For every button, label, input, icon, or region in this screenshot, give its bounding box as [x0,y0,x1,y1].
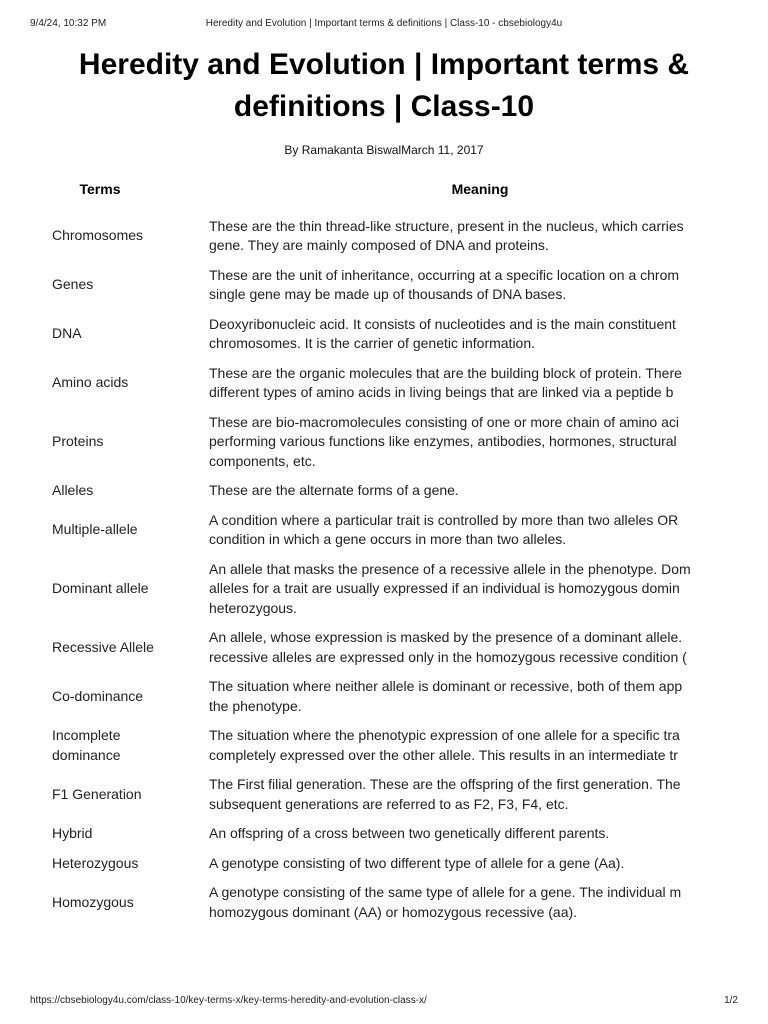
print-doc-title: Heredity and Evolution | Important terms & definitions | Class-10 - cbsebiology4u [205,18,563,29]
meaning-cell [170,878,727,927]
term-cell: Recessive Allele [52,638,154,655]
meaning-line: A genotype consisting of the same type of allele for a gene. The individual m [209,884,682,900]
meaning-cell [170,310,727,359]
meaning-line: Deoxyribonucleic acid. It consists of nucleotides and is the main constituent [209,315,676,332]
table-row [30,506,727,555]
term-cell: Co-dominance [52,687,144,704]
print-url: https://cbsebiology4u.com/class-10/key-terms-x/key-terms-heredity-and-evolution-class-x/ [30,995,427,1006]
table-row [30,721,727,770]
meaning-line: condition in which a gene occurs in more than two alleles. [209,531,567,547]
term-cell: Multiple-allele [52,521,138,538]
header-terms: Terms [79,181,121,197]
table-row [30,359,727,408]
term-cell: Dominant allele [52,580,149,596]
term-cell: Heterozygous [52,854,139,871]
meaning-line: These are the unit of inheritance, occurring at a specific location on a chrom [209,266,680,283]
print-header [0,18,768,32]
meaning-line: An allele that masks the presence of a recessive allele in the phenotype. Dom [209,560,691,577]
meaning-line: chromosomes. It is the carrier of genetic information. [209,335,536,351]
meaning-line: An allele, whose expression is masked by the presence of a dominant allele. [209,629,683,645]
meaning-line: A genotype consisting of two different type of allele for a gene (Aa). [209,854,625,871]
meaning-line: These are the organic molecules that are the building block of protein. There [209,364,682,381]
table-row [30,672,727,721]
table-row [30,310,727,359]
term-cell: F1 Generation [52,785,142,802]
term-cell: Amino acids [52,374,129,391]
meaning-cell [170,849,727,879]
meaning-cell [170,721,727,770]
term-cell: Chromosomes [52,227,144,244]
meaning-cell [170,359,727,408]
header-meaning: Meaning [451,181,509,197]
table-row [30,770,727,819]
meaning-cell [170,672,727,721]
term-cell: Homozygous [52,893,134,910]
terms-table-container [30,172,727,984]
term-cell: Hybrid [52,825,93,841]
byline: By Ramakanta BiswalMarch 11, 2017 [284,143,484,157]
meaning-line: completely expressed over the other allele. This results in an intermediate tr [209,746,678,763]
page-title: Heredity and Evolution | Important terms & definitions | Class-10 [78,48,690,123]
meaning-line: These are bio-macromolecules consisting of one or more chain of amino aci [209,413,680,430]
print-datetime: 9/4/24, 10:32 PM [30,18,107,29]
term-cell: Genes [52,276,94,293]
meaning-line: heterozygous. [209,599,297,616]
meaning-line: gene. They are mainly composed of DNA and proteins. [209,237,549,253]
meaning-line: The situation where the phenotypic expression of one allele for a specific tra [209,727,680,743]
meaning-line: the phenotype. [209,697,302,714]
meaning-cell [170,476,727,506]
meaning-line: subsequent generations are referred to as F2, F3, F4, etc. [209,795,569,812]
meaning-cell [170,770,727,819]
meaning-line: These are the alternate forms of a gene. [209,482,459,498]
meaning-line: single gene may be made up of thousands of DNA bases. [209,286,567,302]
table-row [30,408,727,477]
table-row [30,849,727,879]
table-row [30,212,727,261]
table-row [30,555,727,624]
term-cell: Alleles [52,482,94,498]
term-cell: DNA [52,325,82,342]
meaning-line: performing various functions like enzymes, antibodies, hormones, structural [209,433,677,449]
print-page-number: 1/2 [724,995,738,1006]
table-row [30,476,727,506]
meaning-line: alleles for a trait are usually expressed if an individual is homozygous domin [209,580,680,596]
meaning-line: homozygous dominant (AA) or homozygous recessive (aa). [209,903,578,920]
table-row [30,623,727,672]
meaning-line: The situation where neither allele is dominant or recessive, both of them app [209,678,683,694]
meaning-line: recessive alleles are expressed only in the homozygous recessive condition ( [209,648,687,665]
table-body [30,212,727,928]
meaning-cell [170,212,727,261]
term-cell: Incomplete dominance [52,727,121,763]
meaning-cell [170,819,727,849]
meaning-line: These are the thin thread-like structure, present in the nucleus, which carries [209,217,684,234]
table-row [30,819,727,849]
meaning-cell [170,555,727,624]
meaning-line: different types of amino acids in living beings that are linked via a peptide b [209,384,674,400]
term-cell: Proteins [52,433,104,449]
meaning-line: components, etc. [209,452,316,469]
meaning-line: The First filial generation. These are the offspring of the first generation. The [209,776,681,792]
meaning-cell [170,261,727,310]
terms-table [30,172,727,927]
meaning-cell [170,506,727,555]
table-header-row [30,172,727,212]
meaning-cell [170,408,727,477]
meaning-line: An offspring of a cross between two genetically different parents. [209,825,610,841]
meaning-line: A condition where a particular trait is controlled by more than two alleles OR [209,511,679,528]
meaning-cell [170,623,727,672]
table-row [30,878,727,927]
table-row [30,261,727,310]
